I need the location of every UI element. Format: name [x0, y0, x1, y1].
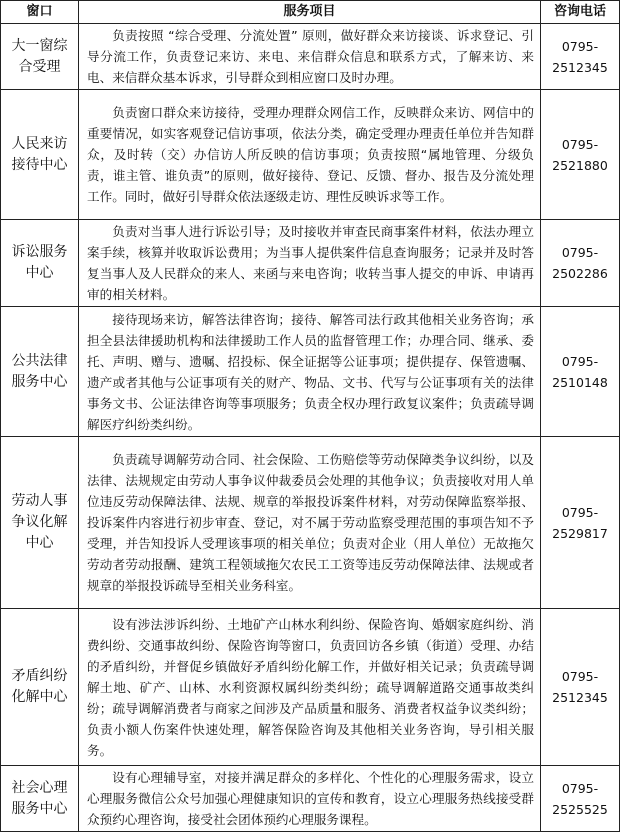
phone-local-number: 2529817	[552, 525, 608, 541]
window-name: 大一窗综合受理	[1, 24, 79, 90]
phone-area-code: 0795-	[561, 504, 599, 520]
window-name: 诉讼服务中心	[1, 220, 79, 307]
table-row	[1, 307, 620, 437]
header-phone: 咨询电话	[541, 1, 620, 24]
table-row	[1, 437, 620, 609]
service-description: 设有心理辅导室，对接并满足群众的多样化、个性化的心理服务需求，设立心理服务微信公众号加强心理健康知识的宣传和教育，设立心理服务热线接受群众预约心理咨询，接受社会团体预约心理服务课程。	[79, 766, 541, 832]
phone-area-code: 0795-	[561, 38, 599, 54]
phone-area-code: 0795-	[561, 669, 599, 684]
table-row	[1, 220, 620, 307]
phone-number	[541, 437, 620, 609]
service-description: 接待现场来访，解答法律咨询；接待、解答司法行政其他相关业务咨询；承担全县法律援助机构和法律援助工作人员的监督管理工作；办理合同、继承、委托、声明、赠与、遗嘱、招投标、保全证据等公证事项；提供提存、保管遗嘱、遗产或者其他与公证事项有关的财产、物品、文书、代写与公证事项有关的法律事务文书、公证法律咨询等事项服务；负责全权办理行政复议案件；负责疏导调解医疗纠纷类纠纷。	[79, 307, 541, 437]
phone-number	[541, 609, 620, 766]
header-service: 服务项目	[79, 1, 541, 24]
phone-local-number: 2512345	[552, 59, 608, 75]
table-row	[1, 609, 620, 766]
phone-number	[541, 766, 620, 832]
window-name: 矛盾纠纷化解中心	[1, 609, 79, 766]
service-description: 负责窗口群众来访接待，受理办理群众网信工作，反映群众来访、网信中的重要情况，如实客观登记信访事项，依法分类，确定受理办理责任单位并告知群众，及时转（交）办信访人所反映的信访事项；负责按照“属地管理、分级负责，谁主管、谁负责”的原则，做好接待、登记、反馈、督办、报告及分流处理工作。同时，做好引导群众依法逐级走访、理性反映诉求等工作。	[79, 90, 541, 220]
table-row	[1, 90, 620, 220]
window-name: 社会心理服务中心	[1, 766, 79, 832]
window-name: 人民来访接待中心	[1, 90, 79, 220]
table-row	[1, 766, 620, 832]
phone-area-code: 0795-	[561, 136, 599, 152]
table-header-row	[1, 1, 620, 24]
service-description: 负责疏导调解劳动合同、社会保险、工伤赔偿等劳动保障类争议纠纷，以及法律、法规规定由劳动人事争议仲裁委员会处理的其他争议；负责接收对用人单位违反劳动保障法律、法规、规章的举报投诉案件材料，对劳动保障监察举报、投诉案件内容进行初步审查、登记，对不属于劳动监察受理范围的事项告知不予受理，并告知投诉人受理该事项的相关单位；负责对企业（用人单位）无故拖欠劳动者劳动报酬、建筑工程领域拖欠农民工工资等违反劳动保障法律、法规或者规章的举报投诉疏导至相关业务科室。	[79, 437, 541, 609]
header-window: 窗口	[1, 1, 79, 24]
phone-number	[541, 24, 620, 90]
phone-local-number: 2525525	[552, 801, 608, 817]
phone-local-number: 2521880	[552, 157, 608, 173]
phone-number	[541, 90, 620, 220]
service-description: 负责对当事人进行诉讼引导；及时接收并审查民商事案件材料，依法办理立案手续，核算并收取诉讼费用；为当事人提供案件信息查询服务；记录并及时答复当事人及人民群众的来人、来函与来电咨询；收转当事人提交的申诉、申请再审的相关材料。	[79, 220, 541, 307]
phone-area-code: 0795-	[561, 353, 599, 369]
service-description: 设有涉法涉诉纠纷、土地矿产山林水利纠纷、保险咨询、婚姻家庭纠纷、消费纠纷、交通事故纠纷、保险咨询等窗口，负责回访各乡镇（街道）受理、办结的矛盾纠纷，并督促乡镇做好矛盾纠纷化解工作，并做好相关记录；负责疏导调解土地、矿产、山林、水利资源权属纠纷类纠纷；疏导调解道路交通事故类纠纷；疏导调解消费者与商家之间涉及产品质量和服务、消费者权益争议类纠纷；负责小额人伤案件快速处理，解答保险咨询及其他相关业务咨询，导引相关服务。	[79, 609, 541, 766]
phone-local-number: 2502286	[552, 266, 608, 281]
phone-area-code: 0795-	[561, 780, 599, 796]
window-name: 劳动人事争议化解中心	[1, 437, 79, 609]
table-row	[1, 24, 620, 90]
phone-local-number: 2510148	[552, 374, 608, 390]
window-name: 公共法律服务中心	[1, 307, 79, 437]
phone-local-number: 2512345	[552, 690, 608, 705]
service-description: 负责按照 “综合受理、分流处置” 原则，做好群众来访接谈、诉求登记、引导分流工作，负责登记来访、来电、来信群众信息和联系方式，了解来访、来电、来信群众基本诉求，引导群众到相应窗口及时办理。	[79, 24, 541, 90]
phone-number	[541, 220, 620, 307]
phone-area-code: 0795-	[561, 245, 599, 260]
phone-number	[541, 307, 620, 437]
